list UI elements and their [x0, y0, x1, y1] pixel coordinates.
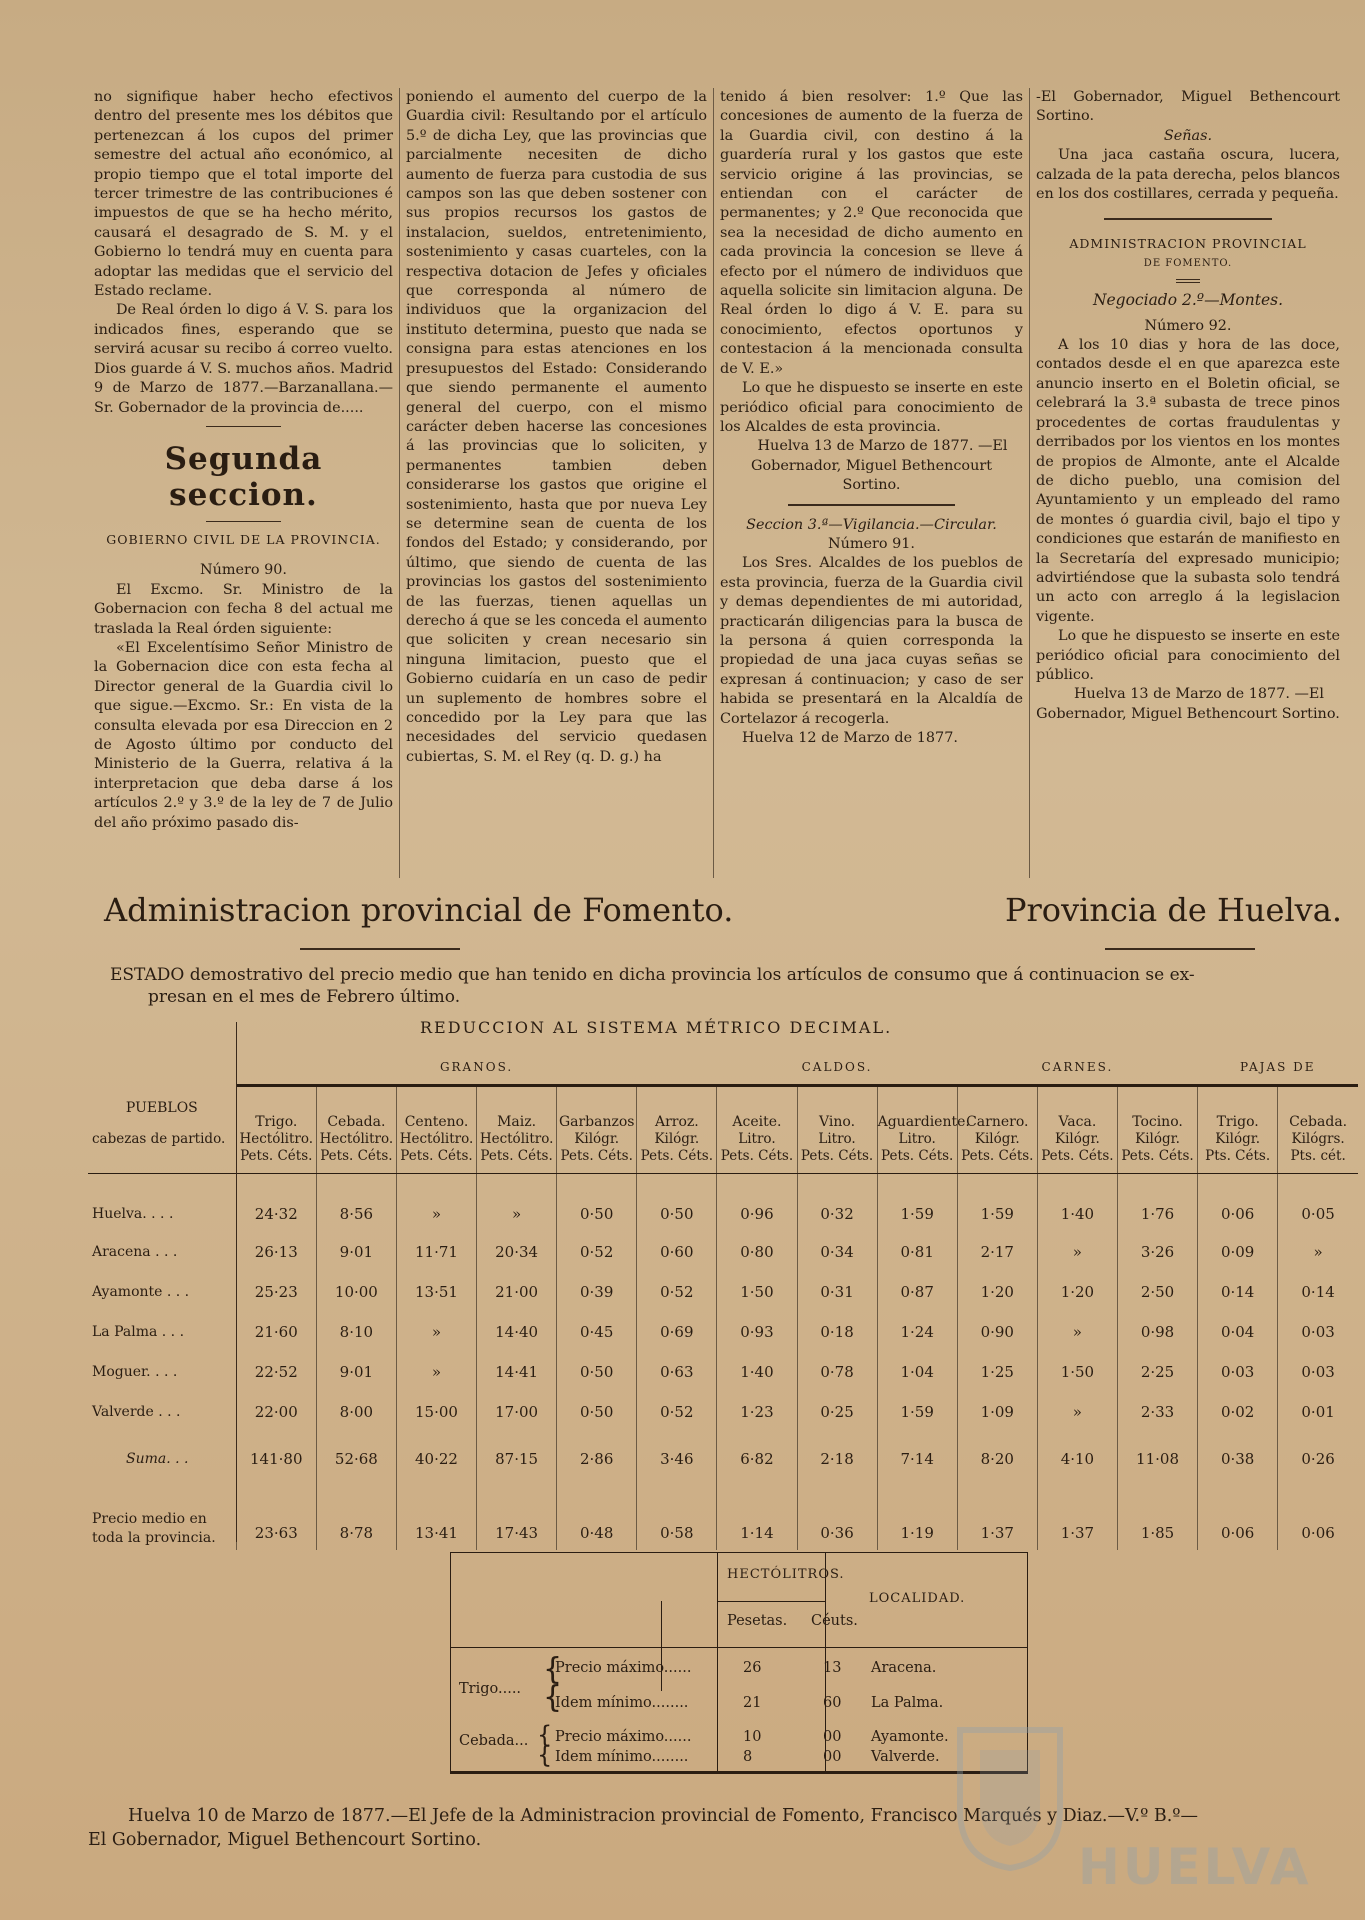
unit-header [396, 1131, 476, 1174]
price-cell: 10·00 [316, 1272, 396, 1312]
price-cell: 6·82 [717, 1432, 797, 1486]
column-header: Carnero. [957, 1086, 1037, 1132]
price-cell: 2·50 [1117, 1272, 1197, 1312]
unit-header [316, 1131, 396, 1174]
paragraph: Lo que he dispuesto se inserte en este periódico oficial para conocimiento de los Alcaldes de esta provincia. [720, 380, 1023, 435]
unit-header [637, 1131, 717, 1174]
price-cell: 0·50 [557, 1352, 637, 1392]
price-cell: 1·14 [717, 1486, 797, 1550]
price-cell: 0·06 [1278, 1486, 1358, 1550]
paragraph: «El Excelentísimo Señor Ministro de la Gobernacion dice con esta fecha al Director general de la Guardia civil lo que sigue.—Excmo. Sr.: En vista de la consulta elevada por esa Direccion en 2 de Agosto último por conducto del Ministerio de la Guerra, relativa á la interpretacion que deba darse á los artículos 2.º y 3.º de la ley de 7 de Julio del año próximo pasado dis- [94, 639, 393, 831]
price-cell: 21·60 [236, 1312, 316, 1352]
price-cell: 1·40 [717, 1352, 797, 1392]
price-cell: 0·26 [1278, 1432, 1358, 1486]
price-cell: 8·10 [316, 1312, 396, 1352]
price-cell: 3·46 [637, 1432, 717, 1486]
extreme-cents: 00 [823, 1749, 842, 1765]
money-label: Pets. Céts. [800, 1148, 874, 1164]
price-cell: 1·20 [957, 1272, 1037, 1312]
table-row [88, 1352, 1358, 1392]
price-cell: » [477, 1174, 557, 1233]
signature: Huelva 13 de Marzo de 1877. —El Gobernador, Miguel Bethencourt Sortino. [750, 438, 1008, 494]
column-4 [1030, 88, 1346, 878]
price-cell: » [1278, 1232, 1358, 1272]
price-cell: 0·50 [557, 1174, 637, 1233]
price-cell: » [1037, 1392, 1117, 1432]
price-cell: 2·25 [1117, 1352, 1197, 1392]
estado-line: ESTADO demostrativo del precio medio que han tenido en dicha provincia los artículos de consumo que á continuacion se ex- [110, 965, 1195, 985]
price-cell: 14·41 [477, 1352, 557, 1392]
pueblo-name: Huelva. . . . [92, 1206, 174, 1222]
price-cell: » [396, 1352, 476, 1392]
column-header: Vaca. [1037, 1086, 1117, 1132]
extreme-cents: 13 [823, 1660, 842, 1676]
price-cell: 2·86 [557, 1432, 637, 1486]
price-cell: 2·33 [1117, 1392, 1197, 1432]
column-header: Arroz. [637, 1086, 717, 1132]
extreme-localidad: Aracena. [871, 1660, 937, 1676]
price-cell: 11·08 [1117, 1432, 1197, 1486]
ornament-rule [1105, 948, 1255, 950]
cebada-label: Cebada... [459, 1733, 529, 1749]
price-cell: 1·19 [877, 1486, 957, 1550]
paragraph: De Real órden lo digo á V. S. para los indicados fines, esperando que se servirá acusar su recibo á correo vuelto. Dios guarde á V. S. muchos años. Madrid 9 de Marzo de 1877.—Barzanallana.—Sr. Gobernador de la provincia de..... [94, 302, 393, 416]
extreme-pesetas: 21 [743, 1695, 762, 1711]
price-cell: 0·39 [557, 1272, 637, 1312]
price-cell: 25·23 [236, 1272, 316, 1312]
extreme-label: Idem mínimo........ [555, 1749, 689, 1765]
price-cell: 0·03 [1278, 1312, 1358, 1352]
cents-header: Céuts. [811, 1613, 858, 1629]
paragraph: Huelva 12 de Marzo de 1877. [742, 730, 958, 746]
money-label: Pets. Céts. [640, 1148, 714, 1164]
signature: -El Gobernador, Miguel Bethencourt Sortino. [1036, 89, 1340, 125]
group-caldos: CALDOS. [717, 1050, 957, 1086]
extreme-label: Precio máximo...... [555, 1660, 692, 1676]
price-cell: 17·43 [477, 1486, 557, 1550]
pueblo-name: Precio medio en toda la provincia. [92, 1511, 216, 1546]
table-row [88, 1174, 1358, 1233]
column-header: Vino. [797, 1086, 877, 1132]
pueblo-name: Valverde . . . [92, 1404, 181, 1420]
unit-label: Kilógrs. [1291, 1131, 1345, 1147]
table-row [88, 1272, 1358, 1312]
paragraph: Una jaca castaña oscura, lucera, calzada de la pata derecha, pelos blancos en los dos costillares, cerrada y pequeña. [1036, 147, 1340, 203]
divider [1104, 218, 1271, 220]
reduction-heading: REDUCCION AL SISTEMA MÉTRICO DECIMAL. [420, 1018, 893, 1037]
unit-header [557, 1131, 637, 1174]
table-row [88, 1392, 1358, 1432]
pesetas-header: Pesetas. [727, 1613, 788, 1629]
price-cell: 0·01 [1278, 1392, 1358, 1432]
paragraph: no signifique haber hecho efectivos dentro del presente mes los débitos que pertenezcan á los cupos del primer semestre del actual año económico, al propio tiempo que el total importe del tercer trimestre de las contribuciones é impuestos de que se ha hecho mérito, causará el desagrado de S. M. y el Gobierno lo tendrá muy en cuenta para adoptar las medidas que el servicio del Estado reclame. [94, 89, 393, 300]
section-title: Segunda seccion. [164, 440, 323, 513]
price-cell: » [396, 1312, 476, 1352]
province-title: Provincia de Huelva. [1004, 891, 1342, 929]
price-cell: 0·80 [717, 1232, 797, 1272]
unit-header [877, 1131, 957, 1174]
hectolitros-header: HECTÓLITROS. [727, 1567, 845, 1582]
footer-line: Huelva 10 de Marzo de 1877.—El Jefe de la Administracion provincial de Fomento, Francisco Marqués y Diaz.—V.º B.º— [128, 1806, 1199, 1826]
unit-label: Hectólitro. [319, 1131, 394, 1147]
estado-line: presan en el mes de Febrero último. [148, 987, 461, 1007]
extreme-cents: 60 [823, 1695, 842, 1711]
unit-label: Hectólitro. [239, 1131, 314, 1147]
top-text-columns [88, 88, 1358, 878]
price-cell: 1·85 [1117, 1486, 1197, 1550]
price-cell: 0·05 [1278, 1174, 1358, 1233]
pueblo-name: Ayamonte . . . [92, 1284, 190, 1300]
estado-intro [110, 964, 1340, 1008]
price-cell: 2·18 [797, 1432, 877, 1486]
table-body [88, 1174, 1358, 1551]
unit-label: Litro. [738, 1131, 776, 1147]
admin-heading: ADMINISTRACION PROVINCIAL [1069, 236, 1307, 252]
paragraph: tenido á bien resolver: 1.º Que las concesiones de aumento de la fuerza de la Guardia civil, con destino á la guardería rural y los gastos que este servicio origine á las provincias, se entiendan con el carácter de permanentes; y 2.º Que reconocida que sea la necesidad de dicho aumento en cada provincia la concesion se lleve á efecto por el número de individuos que aquella solicite sin limitacion alguna. De Real órden lo digo á V. E. para su conocimiento, efectos oportunos y contestacion á la mencionada consulta de V. E.» [720, 89, 1023, 377]
extreme-label: Idem mínimo........ [555, 1695, 689, 1711]
price-cell: » [1037, 1312, 1117, 1352]
column-header: Aceite. [717, 1086, 797, 1132]
price-cell: 1·40 [1037, 1174, 1117, 1233]
column-header: Trigo. [236, 1086, 316, 1132]
price-cell: 7·14 [877, 1432, 957, 1486]
price-cell: 1·59 [877, 1392, 957, 1432]
price-cell: 4·10 [1037, 1432, 1117, 1486]
price-cell: 1·59 [877, 1174, 957, 1233]
price-cell: 0·50 [637, 1174, 717, 1233]
price-cell: 0·50 [557, 1392, 637, 1432]
column-3 [714, 88, 1030, 878]
price-cell: 0·81 [877, 1232, 957, 1272]
admin-subheading: DE FOMENTO. [1143, 257, 1233, 269]
price-cell: 0·48 [557, 1486, 637, 1550]
pueblos-subheader: cabezas de partido. [88, 1131, 236, 1174]
table-rule [236, 1022, 237, 1542]
group-header-row [88, 1050, 1358, 1086]
price-cell: 52·68 [316, 1432, 396, 1486]
price-cell: 1·23 [717, 1392, 797, 1432]
watermark-text: HUELVA [1078, 1838, 1312, 1896]
price-cell: 1·59 [957, 1174, 1037, 1233]
price-cell: 3·26 [1117, 1232, 1197, 1272]
extreme-pesetas: 10 [743, 1729, 762, 1745]
divider [1176, 279, 1200, 280]
column-header: Garbanzos [557, 1086, 637, 1132]
money-label: Pts. Céts. [1205, 1148, 1271, 1164]
gov-heading: GOBIERNO CIVIL DE LA PROVINCIA. [106, 531, 381, 547]
price-cell: 1·37 [1037, 1486, 1117, 1550]
price-cell: 9·01 [316, 1232, 396, 1272]
column-header-row [88, 1086, 1358, 1132]
price-cell: 87·15 [477, 1432, 557, 1486]
money-label: Pts. cét. [1290, 1148, 1346, 1164]
unit-header [717, 1131, 797, 1174]
negociado-heading: Negociado 2.º—Montes. [1092, 291, 1284, 310]
unit-label: Kilógr. [1135, 1131, 1180, 1147]
price-cell: 0·96 [717, 1174, 797, 1233]
price-cell: 1·76 [1117, 1174, 1197, 1233]
divider [1176, 282, 1200, 283]
extreme-localidad: Ayamonte. [871, 1729, 949, 1745]
money-label: Pets. Céts. [400, 1148, 473, 1164]
money-label: Pets. Céts. [480, 1148, 553, 1164]
price-cell: 0·34 [797, 1232, 877, 1272]
price-cell: 0·31 [797, 1272, 877, 1312]
price-cell: 21·00 [477, 1272, 557, 1312]
paragraph: A los 10 dias y hora de las doce, contados desde el en que aparezca este anuncio inserto en el Boletin oficial, se celebrará la 3.ª subasta de trece pinos procedentes de cortas fraudulentas y derribados por los vientos en los montes de propios de Almonte, ante el Alcalde de dicho pueblo, una comision del Ayuntamiento y un empleado del ramo de montes ó guardia civil, bajo el tipo y condiciones que estarán de manifiesto en la Secretaría del expresado municipio; advirtiéndose que la subasta solo tendrá un acto con arreglo á la legislacion vigente. [1036, 337, 1340, 625]
price-cell: 0·93 [717, 1312, 797, 1352]
divider [206, 521, 281, 522]
money-label: Pets. Céts. [560, 1148, 633, 1164]
unit-header [957, 1131, 1037, 1174]
price-cell: 0·52 [557, 1232, 637, 1272]
price-cell: 0·45 [557, 1312, 637, 1352]
price-cell: 0·87 [877, 1272, 957, 1312]
price-cell: 141·80 [236, 1432, 316, 1486]
price-cell: 40·22 [396, 1432, 476, 1486]
localidad-header: LOCALIDAD. [869, 1591, 966, 1606]
price-cell: 0·63 [637, 1352, 717, 1392]
extreme-pesetas: 26 [743, 1660, 762, 1676]
price-cell: 26·13 [236, 1232, 316, 1272]
price-cell: 23·63 [236, 1486, 316, 1550]
table-row [88, 1312, 1358, 1352]
extreme-cents: 00 [823, 1729, 842, 1745]
extreme-localidad: Valverde. [871, 1749, 940, 1765]
divider [206, 426, 281, 427]
number-heading: Número 91. [827, 535, 916, 552]
money-label: Pets. Céts. [1041, 1148, 1114, 1164]
paragraph: Los Sres. Alcaldes de los pueblos de esta provincia, fuerza de la Guardia civil y demas dependientes de mi autoridad, practicarán diligencias para la busca de la persona á quien corresponda la propiedad de una jaca cuyas señas se expresan á continuacion; y caso de ser habida se presentará en la Alcaldía de Cortelazor á recogerla. [720, 555, 1023, 727]
price-cell: 15·00 [396, 1392, 476, 1432]
column-2 [400, 88, 714, 878]
column-header: Tocino. [1117, 1086, 1197, 1132]
price-cell: 1·25 [957, 1352, 1037, 1392]
column-header: Cebada. [316, 1086, 396, 1132]
footer-line: El Gobernador, Miguel Bethencourt Sortino. [88, 1830, 482, 1850]
money-label: Pets. Céts. [880, 1148, 954, 1164]
huelva-watermark [950, 1720, 1330, 1910]
price-cell: 22·00 [236, 1392, 316, 1432]
unit-header [1037, 1131, 1117, 1174]
price-cell: 1·20 [1037, 1272, 1117, 1312]
pueblo-name: Suma. . . [126, 1451, 189, 1467]
column-header: Centeno. [396, 1086, 476, 1132]
price-cell: 0·18 [797, 1312, 877, 1352]
number-heading: Número 92. [1144, 317, 1232, 334]
price-table [88, 1050, 1358, 1550]
unit-label: Kilógr. [1215, 1131, 1261, 1147]
price-cell: 13·51 [396, 1272, 476, 1312]
fomento-header [88, 888, 1348, 936]
price-cell: 1·04 [877, 1352, 957, 1392]
price-cell: 22·52 [236, 1352, 316, 1392]
price-cell: 0·78 [797, 1352, 877, 1392]
price-cell: 0·90 [957, 1312, 1037, 1352]
senas-heading: Señas. [1163, 127, 1213, 144]
column-header: Trigo. [1198, 1086, 1278, 1132]
unit-header [236, 1131, 316, 1174]
column-1 [88, 88, 400, 878]
group-carnes: CARNES. [957, 1050, 1197, 1086]
column-header: Maiz. [477, 1086, 557, 1132]
money-label: Pets. Céts. [1121, 1148, 1194, 1164]
number-heading: Número 90. [199, 562, 288, 579]
admin-title: Administracion provincial de Fomento. [104, 891, 734, 929]
unit-header [1198, 1131, 1278, 1174]
price-cell: 0·03 [1198, 1352, 1278, 1392]
trigo-label: Trigo..... [459, 1681, 522, 1697]
unit-label: Kilógr. [974, 1131, 1020, 1147]
price-cell: 0·04 [1198, 1312, 1278, 1352]
unit-label: Kilógr. [1055, 1131, 1100, 1147]
price-cell: 0·60 [637, 1232, 717, 1272]
column-header: Cebada. [1278, 1086, 1358, 1132]
price-cell: 0·36 [797, 1486, 877, 1550]
unit-header-row [88, 1131, 1358, 1174]
price-cell: 2·17 [957, 1232, 1037, 1272]
precio-medio-row [88, 1486, 1358, 1550]
price-cell: 8·20 [957, 1432, 1037, 1486]
table-row [88, 1232, 1358, 1272]
coat-of-arms-icon [950, 1720, 1070, 1870]
signature: Huelva 13 de Marzo de 1877. —El Gobernador, Miguel Bethencourt Sortino. [1036, 686, 1340, 722]
unit-label: Kilógr. [574, 1131, 620, 1147]
price-cell: 1·37 [957, 1486, 1037, 1550]
price-cell: 0·03 [1278, 1352, 1358, 1392]
price-cell: 0·98 [1117, 1312, 1197, 1352]
price-cell: 0·69 [637, 1312, 717, 1352]
unit-label: Hectólitro. [399, 1131, 474, 1147]
price-cell: 8·56 [316, 1174, 396, 1233]
price-cell: 8·00 [316, 1392, 396, 1432]
price-cell: 1·09 [957, 1392, 1037, 1432]
price-cell: 0·14 [1278, 1272, 1358, 1312]
price-cell: 0·02 [1198, 1392, 1278, 1432]
paragraph: poniendo el aumento del cuerpo de la Guardia civil: Resultando por el artículo 5.º de dicha Ley, que las provincias que parcialmente necesiten de dicho aumento de fuerza para custodia de sus campos son las que deben sostener con sus propios recursos los gastos de instalacion, sueldos, entretenimiento, sostenimiento y casas cuarteles, con la respectiva dotacion de Jefes y oficiales que corresponda al número de individuos que la organizacion del instituto determina, puesto que nada se consigna para estas atenciones en los presupuestos del Estado: Considerando que siendo permanente el aumento general del cuerpo, con el mismo carácter deben hacerse las concesiones á las provincias que lo soliciten, y permanentes tambien deben considerarse los gastos que origine el sostenimiento, hasta que por nueva Ley se determine sean de cuenta de los fondos del Estado; y considerando, por último, que siendo de cuenta de las provincias los gastos del sostenimiento de las fuerzas, tienen aquellas un derecho á que se les conceda el aumento que soliciten y crean necesario sin ninguna limitacion, puesto que el Gobierno cuidaría en un caso de pedir un suplemento de hombres sobre el concedido por la Ley para que las necesidades del servicio quedasen cubiertas, S. M. el Rey (q. D. g.) ha [406, 89, 707, 765]
unit-header [1117, 1131, 1197, 1174]
group-pajas: PAJAS DE [1198, 1050, 1358, 1086]
price-cell: 0·52 [637, 1272, 717, 1312]
money-label: Pets. Céts. [720, 1148, 794, 1164]
price-cell: 24·32 [236, 1174, 316, 1233]
price-cell: » [396, 1174, 476, 1233]
divider [788, 504, 955, 506]
unit-label: Kilógr. [654, 1131, 700, 1147]
money-label: Pets. Céts. [240, 1148, 313, 1164]
unit-label: Hectólitro. [479, 1131, 554, 1147]
price-cell: 17·00 [477, 1392, 557, 1432]
price-cell: 0·09 [1198, 1232, 1278, 1272]
extremes-table: HECTÓLITROS. LOCALIDAD. Pesetas. Céuts. Trigo..... { { Cebada... { { Precio máximo...... 26 13 Aracena. Idem mínimo........ 21 60 La Palma. Precio máximo...... 10 00 Ayamonte. Idem mínimo........ 8 00 Valverde. [450, 1552, 1028, 1774]
paragraph: Lo que he dispuesto se inserte en este periódico oficial para conocimiento del público. [1036, 628, 1340, 683]
price-cell: 0·25 [797, 1392, 877, 1432]
price-cell: 0·14 [1198, 1272, 1278, 1312]
unit-header [1278, 1131, 1358, 1174]
extreme-localidad: La Palma. [871, 1695, 944, 1711]
section-heading: Seccion 3.ª—Vigilancia.—Circular. [746, 516, 997, 533]
unit-label: Litro. [818, 1131, 856, 1147]
pueblo-name: Moguer. . . . [92, 1364, 178, 1380]
pueblo-name: La Palma . . . [92, 1324, 185, 1340]
pueblo-name: Aracena . . . [92, 1244, 178, 1260]
price-cell: 0·06 [1198, 1174, 1278, 1233]
price-cell: 0·58 [637, 1486, 717, 1550]
price-cell: 13·41 [396, 1486, 476, 1550]
price-cell: 1·24 [877, 1312, 957, 1352]
extreme-pesetas: 8 [743, 1749, 753, 1765]
price-cell: 9·01 [316, 1352, 396, 1392]
money-label: Pets. Céts. [961, 1148, 1034, 1164]
extreme-label: Precio máximo...... [555, 1729, 692, 1745]
pueblos-header: PUEBLOS [125, 1099, 198, 1116]
group-granos: GRANOS. [236, 1050, 717, 1086]
column-header: Aguardiente. [877, 1086, 957, 1132]
unit-header [797, 1131, 877, 1174]
price-cell: 11·71 [396, 1232, 476, 1272]
price-cell: 8·78 [316, 1486, 396, 1550]
price-cell: 0·52 [637, 1392, 717, 1432]
money-label: Pets. Céts. [320, 1148, 393, 1164]
price-cell: » [1037, 1232, 1117, 1272]
price-cell: 1·50 [717, 1272, 797, 1312]
suma-row [88, 1432, 1358, 1486]
price-cell: 20·34 [477, 1232, 557, 1272]
price-cell: 0·06 [1198, 1486, 1278, 1550]
price-cell: 14·40 [477, 1312, 557, 1352]
ornament-rule [300, 948, 460, 950]
price-cell: 0·38 [1198, 1432, 1278, 1486]
price-cell: 1·50 [1037, 1352, 1117, 1392]
unit-header [477, 1131, 557, 1174]
price-cell: 0·32 [797, 1174, 877, 1233]
unit-label: Litro. [898, 1131, 936, 1147]
paragraph: El Excmo. Sr. Ministro de la Gobernacion con fecha 8 del actual me traslada la Real órden siguiente: [94, 581, 393, 637]
